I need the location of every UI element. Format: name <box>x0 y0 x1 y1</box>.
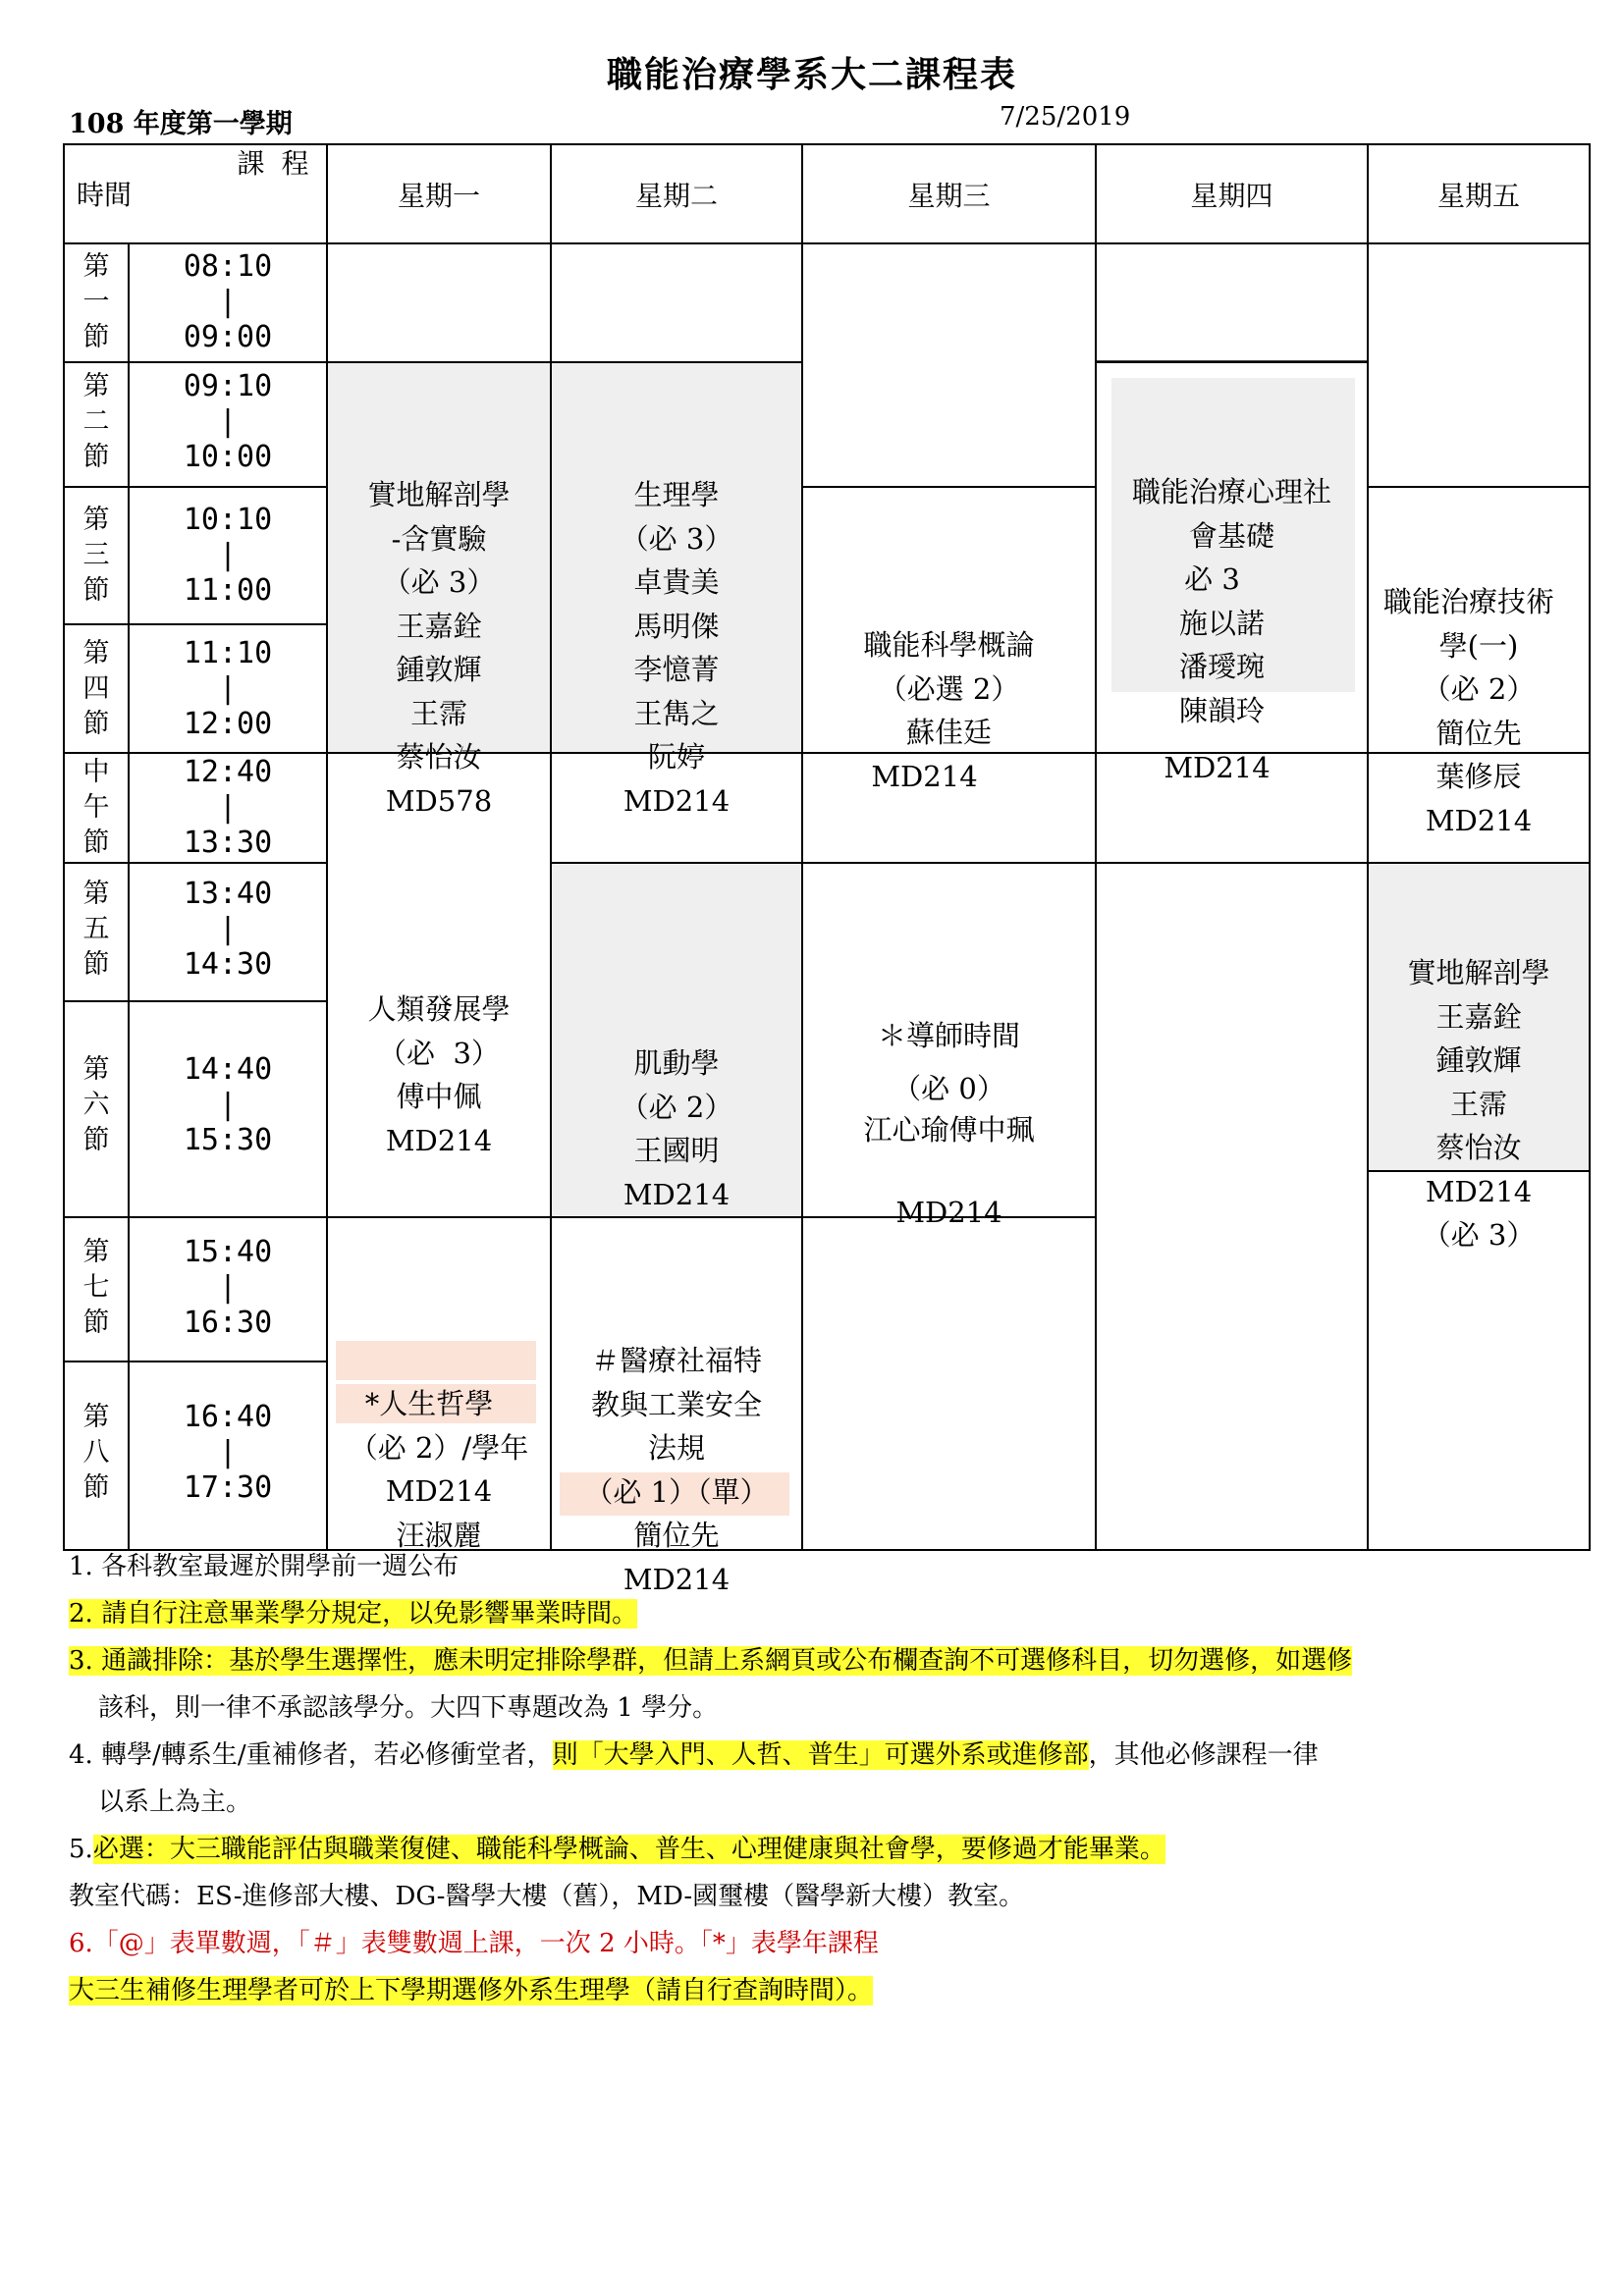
course-tue-kinesiology: 肌動學 （必 2） 王國明 MD214 <box>620 1046 733 1211</box>
course-fri-anatomy: 實地解剖學 王嘉銓 鍾敦輝 王霈 蔡怡汝 MD214 （必 3） <box>1407 956 1550 1252</box>
course-wed-mentor-time: ＊導師時間 （必 0） 江心瑜傅中珮 MD214 <box>863 1019 1035 1229</box>
notes-section <box>69 1543 1600 2014</box>
note-4: 4. 轉學/轉系生/重補修者，若必修衝堂者，則「大學入門、人哲、普生」可選外系或進修部，其他必修課程一律 <box>69 1740 1319 1770</box>
header-day-fri: 星期五 <box>1436 180 1520 212</box>
period-name-3: 第 三 節 <box>82 505 110 606</box>
course-mon-anatomy: 實地解剖學 -含實驗 （必 3） 王嘉銓 鍾敦輝 王霈 蔡怡汝 MD578 <box>367 478 511 818</box>
semester-label: 108 年度第一學期 <box>69 109 293 139</box>
period-name-7: 第 七 節 <box>82 1237 110 1338</box>
period-time-6: 14:40 | 15:30 <box>183 1052 273 1157</box>
note-3-continued: 該科，則一律不承認該學分。大四下專題改為 1 學分。 <box>98 1693 719 1723</box>
page-title: 職能治療學系大二課程表 <box>606 55 1017 95</box>
period-name-noon: 中 午 節 <box>82 757 110 858</box>
course-wed-occupational-science: 職能科學概論 （必選 2） 蘇佳廷 MD214 <box>863 628 1035 793</box>
note-6: 6.「@」表單數週，「＃」表雙數週上課，一次 2 小時。「*」表學年課程 <box>69 1929 879 1958</box>
period-time-1: 08:10 | 09:00 <box>183 249 273 354</box>
period-time-2: 09:10 | 10:00 <box>183 369 273 474</box>
course-mon-human-development: 人類發展學 （必 3） 傅中佩 MD214 <box>367 992 511 1157</box>
note-room-codes: 教室代碼：ES-進修部大樓、DG-醫學大樓（舊），MD-國璽樓（醫學新大樓）教室。 <box>69 1882 1025 1911</box>
course-tue-medical-welfare: ＃醫療社福特 教與工業安全 法規 （必 1）（單） 簡位先 MD214 <box>584 1344 769 1596</box>
header-time-label: 時間 <box>77 179 133 211</box>
note-1: 1. 各科教室最遲於開學前一週公布 <box>69 1552 460 1581</box>
period-name-2: 第 二 節 <box>82 371 110 472</box>
period-time-8: 16:40 | 17:30 <box>183 1400 273 1505</box>
period-name-4: 第 四 節 <box>82 638 110 739</box>
note-5: 5.必選：大三職能評估與職業復健、職能科學概論、普生、心理健康與社會學，要修過才能畢業。 <box>69 1835 1165 1864</box>
course-thu-psychosocial: 職能治療心理社 會基礎 必 3 施以諾 潘璦琬 陳韻玲 MD214 <box>1131 475 1331 784</box>
header-day-mon: 星期一 <box>397 180 480 212</box>
period-time-5: 13:40 | 14:30 <box>183 877 273 982</box>
note-2: 2. 請自行注意畢業學分規定，以免影響畢業時間。 <box>69 1599 638 1629</box>
note-physiology-makeup: 大三生補修生理學者可於上下學期選修外系生理學（請自行查詢時間）。 <box>69 1976 874 2005</box>
period-time-3: 10:10 | 11:00 <box>183 503 273 608</box>
note-3: 3. 通識排除：基於學生選擇性，應未明定排除學群，但請上系網頁或公布欄查詢不可選修科目，切勿選修，如選修 <box>69 1646 1353 1676</box>
header-day-thu: 星期四 <box>1190 180 1273 212</box>
period-name-6: 第 六 節 <box>82 1054 110 1155</box>
header-day-wed: 星期三 <box>907 180 991 212</box>
period-time-7: 15:40 | 16:30 <box>183 1235 273 1340</box>
period-name-5: 第 五 節 <box>82 879 110 980</box>
course-tue-physiology: 生理學 （必 3） 卓貴美 馬明傑 李憶菁 王雋之 阮婷 MD214 <box>620 478 733 818</box>
note-4-continued: 以系上為主。 <box>98 1788 252 1817</box>
header-day-tue: 星期二 <box>634 180 718 212</box>
period-name-1: 第 一 節 <box>82 251 110 352</box>
period-name-8: 第 八 節 <box>82 1402 110 1503</box>
date-label: 7/25/2019 <box>1000 102 1131 132</box>
period-time-noon: 12:40 | 13:30 <box>183 755 273 860</box>
course-mon-life-philosophy: *人生哲學 （必 2）/學年 MD214 汪淑麗 <box>349 1387 529 1552</box>
header-course-label: 課 程 <box>237 147 313 180</box>
course-fri-ot-technique: 職能治療技術 學(一) （必 2） 簡位先 葉修辰 MD214 <box>1382 585 1554 837</box>
period-time-4: 11:10 | 12:00 <box>183 636 273 741</box>
